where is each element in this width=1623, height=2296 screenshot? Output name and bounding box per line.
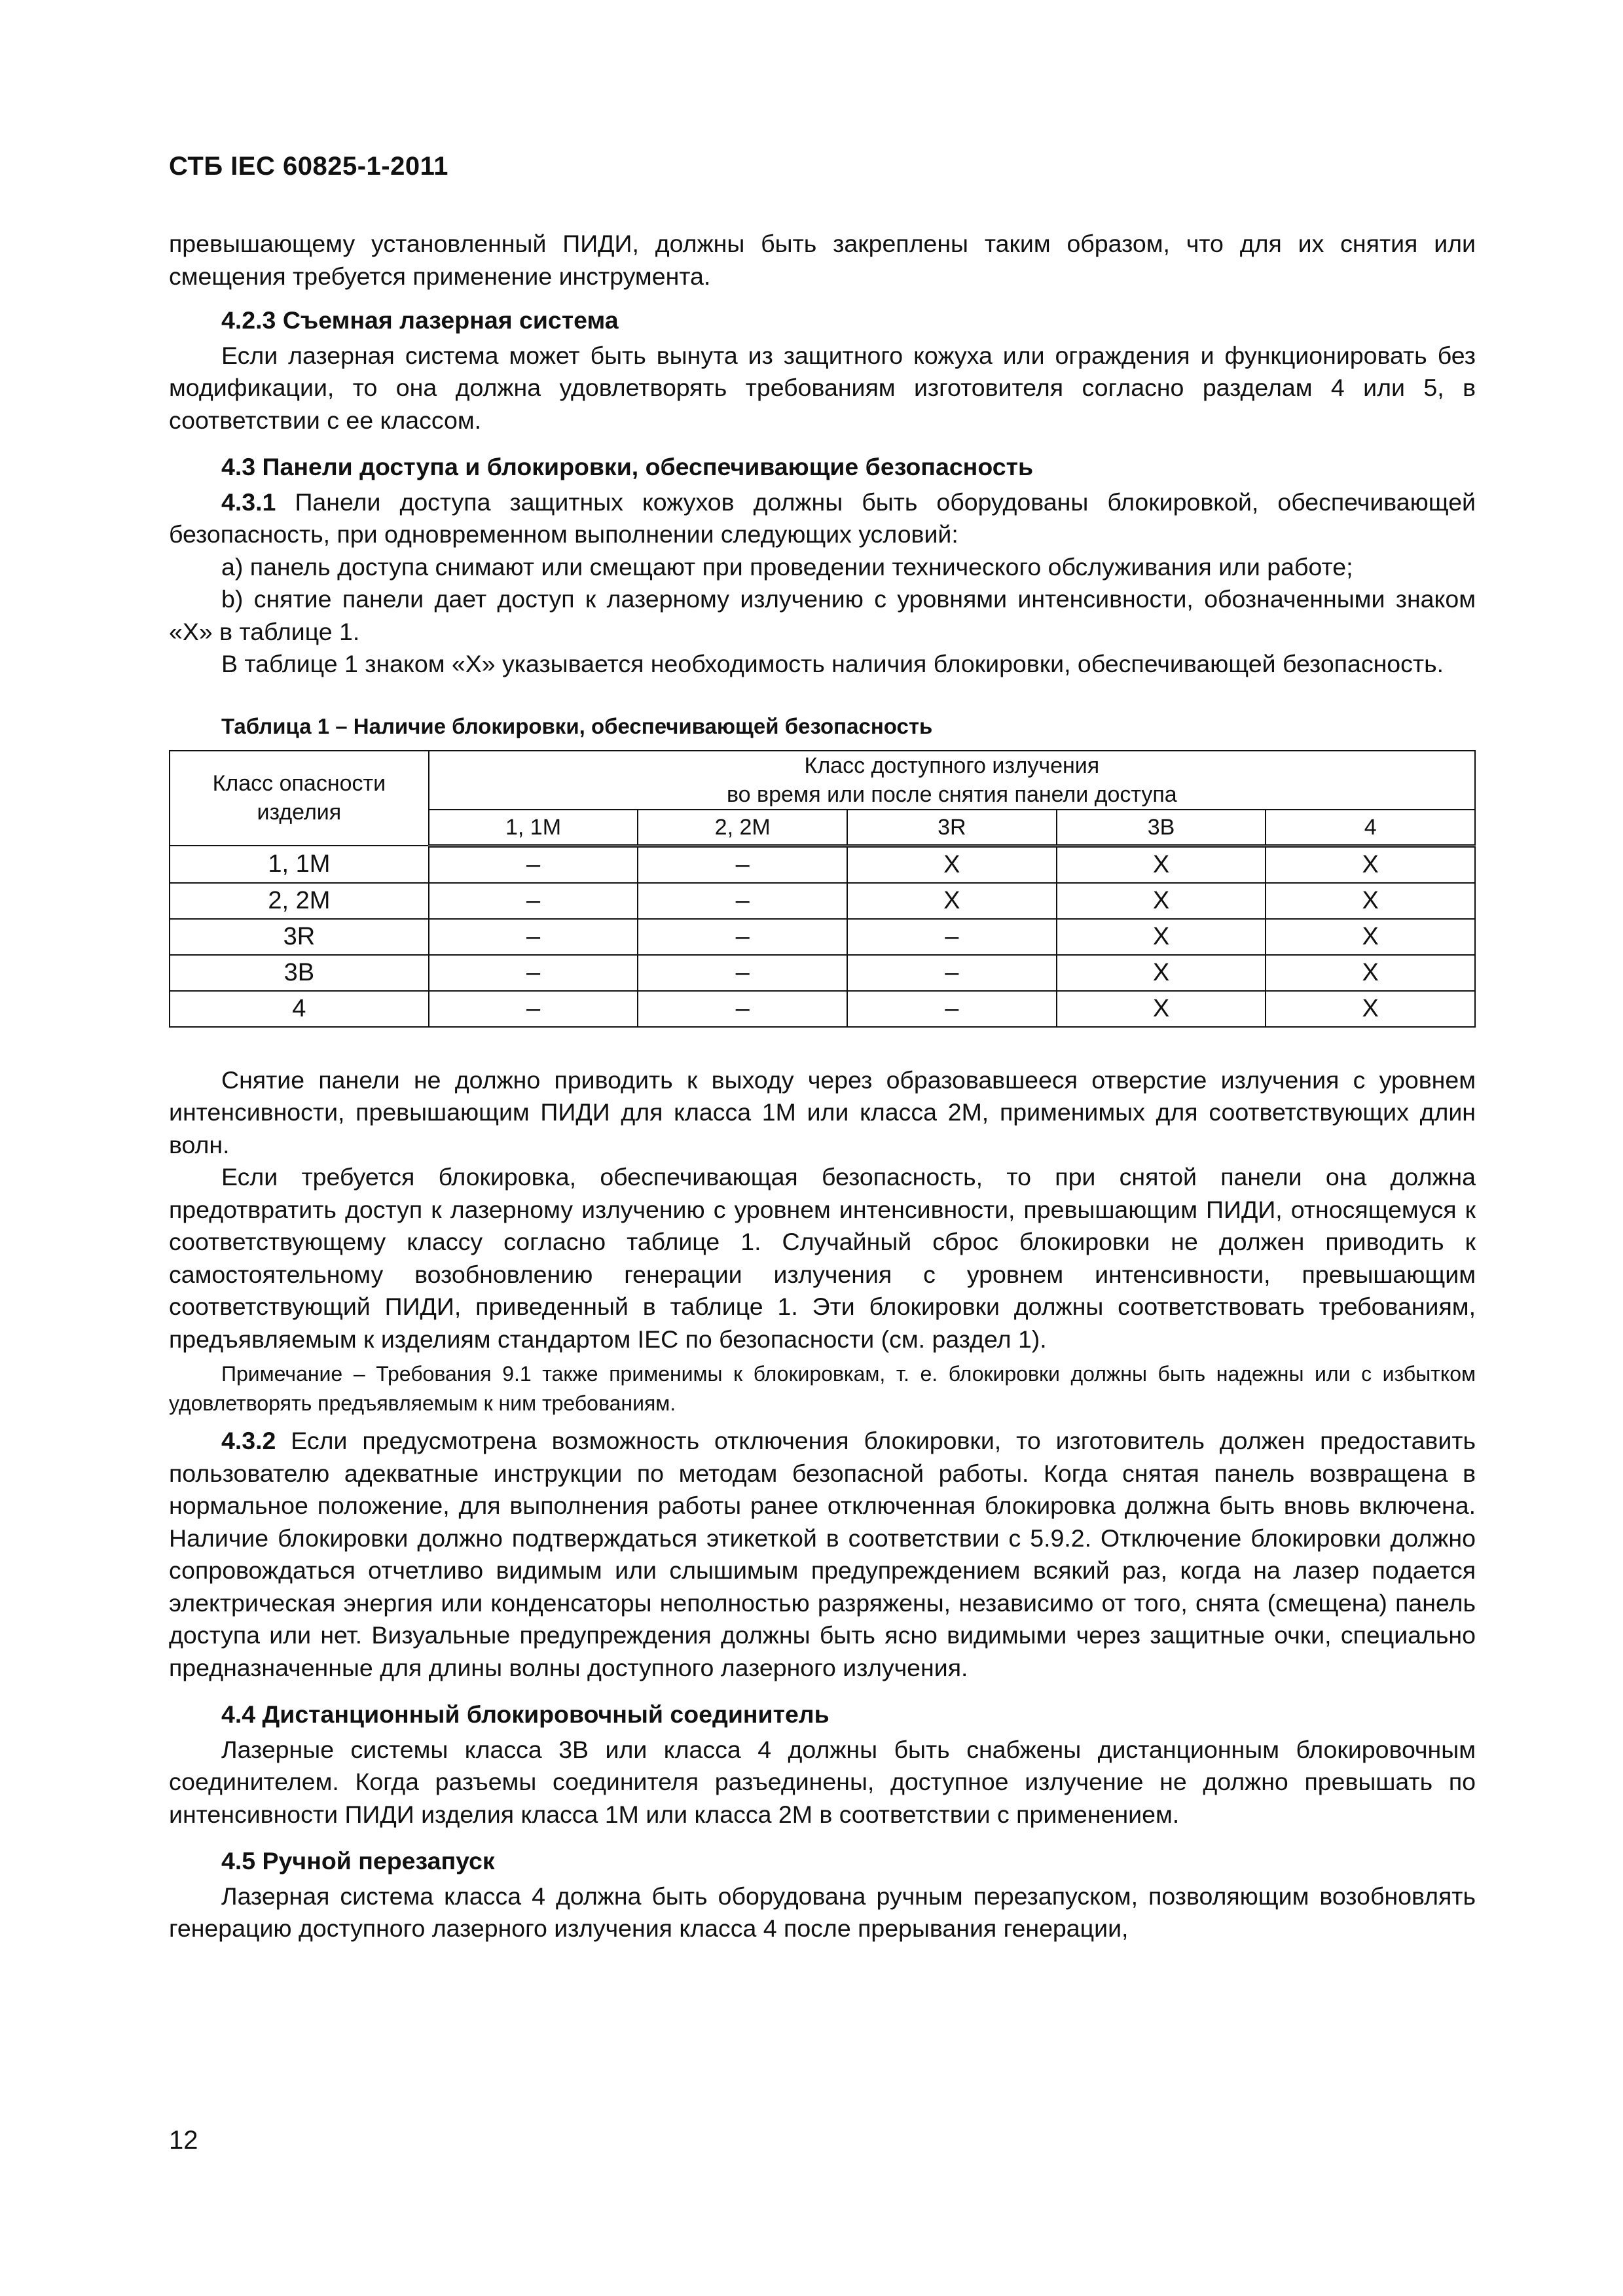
table-header-accessible-class-line1: Класс доступного излучения <box>804 753 1100 778</box>
table-header-accessible-class <box>429 751 1475 810</box>
table-col-header: 2, 2M <box>638 810 847 846</box>
table-cell: X <box>1266 919 1475 955</box>
table-row <box>170 919 1475 955</box>
table-col-header: 3R <box>847 810 1057 846</box>
table-cell: X <box>1266 846 1475 883</box>
table-row-class: 1, 1M <box>170 846 429 883</box>
paragraph-panel-removal: Снятие панели не должно приводить к выходу через образовавшееся отверстие излучения с уровнем интенсивности, превышающим ПИДИ для класса 1M или класса 2M, применимых для соответствующих длин волн. <box>169 1066 1476 1158</box>
table-col-header: 3B <box>1057 810 1266 846</box>
paragraph-table-reference: В таблице 1 знаком «X» указывается необходимость наличия блокировки, обеспечивающей безопасность. <box>221 650 1444 677</box>
table-cell: – <box>638 991 847 1027</box>
document-body <box>169 228 1476 1945</box>
paragraph-4-3-2 <box>169 1425 1476 1684</box>
paragraph-4-3-1 <box>169 486 1476 551</box>
paragraph-interlock-requirement: Если требуется блокировка, обеспечивающая безопасность, то при снятой панели она должна предотвратить доступ к лазерному излучению с уровнем интенсивности, превышающим ПИДИ, относящемуся к соответствующему классу согласно таблице 1. Случайный сброс блокировки не должен приводить к самостоятельному возобновлению генерации излучения с уровнем интенсивности, превышающим соответствующий ПИДИ, приведенный в таблице 1. Эти блокировки должны соответствовать требованиям, предъявляемым к изделиям стандартом IEC по безопасности (см. раздел 1). <box>169 1163 1476 1353</box>
table-row <box>170 883 1475 919</box>
table-row <box>170 991 1475 1027</box>
paragraph-4-3-1-text: Панели доступа защитных кожухов должны быть оборудованы блокировкой, обеспечивающей безопасность, при одновременном выполнении следующих условий: <box>169 488 1476 548</box>
table-cell: – <box>429 883 638 919</box>
table-cell: – <box>429 846 638 883</box>
table-cell: X <box>1057 846 1266 883</box>
table-row-class: 4 <box>170 991 429 1027</box>
paragraph-continuation: превышающему установленный ПИДИ, должны быть закреплены таким образом, что для их снятия или смещения требуется применение инструмента. <box>169 230 1476 290</box>
table-header-product-class: Класс опасности изделия <box>170 751 429 846</box>
clause-number-4-3-1: 4.3.1 <box>221 488 276 516</box>
table-cell: – <box>638 846 847 883</box>
document-header: СТБ IEC 60825-1-2011 <box>169 152 448 181</box>
table-cell: – <box>847 991 1057 1027</box>
note: Примечание – Требования 9.1 также применимы к блокировкам, т. е. блокировки должны быть надежны или с избытком удовлетворять предъявляемым к ним требованиям. <box>169 1362 1476 1415</box>
table-row <box>170 955 1475 991</box>
table-cell: X <box>847 846 1057 883</box>
table-cell: – <box>638 919 847 955</box>
table-cell: X <box>1057 919 1266 955</box>
table-header-accessible-class-line2: во время или после снятия панели доступа <box>726 781 1177 807</box>
section-4-5-title: 4.5 Ручной перезапуск <box>221 1847 495 1874</box>
table-cell: X <box>1266 883 1475 919</box>
page-number: 12 <box>169 2126 198 2155</box>
list-item-b: b) снятие панели дает доступ к лазерному излучению с уровнями интенсивности, обозначенными знаком «X» в таблице 1. <box>169 585 1476 645</box>
table-cell: X <box>1057 955 1266 991</box>
section-4-4-title: 4.4 Дистанционный блокировочный соединитель <box>221 1700 830 1728</box>
section-4-2-3-title: 4.2.3 Съемная лазерная система <box>221 306 619 334</box>
table-cell: – <box>638 883 847 919</box>
table-cell: X <box>847 883 1057 919</box>
table-row-class: 3R <box>170 919 429 955</box>
table-cell: X <box>1266 955 1475 991</box>
table-col-header: 4 <box>1266 810 1475 846</box>
table-row-class: 3B <box>170 955 429 991</box>
table-row-class: 2, 2M <box>170 883 429 919</box>
table-cell: X <box>1266 991 1475 1027</box>
table-cell: – <box>847 919 1057 955</box>
table-col-header: 1, 1M <box>429 810 638 846</box>
section-4-3-title: 4.3 Панели доступа и блокировки, обеспечивающие безопасность <box>221 453 1034 480</box>
table-cell: X <box>1057 991 1266 1027</box>
table-cell: X <box>1057 883 1266 919</box>
table-caption: Таблица 1 – Наличие блокировки, обеспечивающей безопасность <box>221 713 933 738</box>
table-cell: – <box>638 955 847 991</box>
paragraph-remote-interlock: Лазерные системы класса 3B или класса 4 должны быть снабжены дистанционным блокировочным соединителем. Когда разъемы соединителя разъединены, доступное излучение не должно превышать по интенсивности ПИДИ изделия класса 1M или класса 2M в соответствии с применением. <box>169 1735 1476 1828</box>
paragraph-manual-reset: Лазерная система класса 4 должна быть оборудована ручным перезапуском, позволяющим возобновлять генерацию доступного лазерного излучения класса 4 после прерывания генерации, <box>169 1882 1476 1942</box>
table-cell: – <box>429 919 638 955</box>
interlock-table <box>169 750 1476 1028</box>
clause-number-4-3-2: 4.3.2 <box>221 1427 276 1454</box>
paragraph-removable-laser-system: Если лазерная система может быть вынута из защитного кожуха или ограждения и функционировать без модификации, то она должна удовлетворять требованиям изготовителя согласно разделам 4 или 5, в соответствии с ее классом. <box>169 341 1476 434</box>
list-item-a: a) панель доступа снимают или смещают при проведении технического обслуживания или работе; <box>221 552 1353 581</box>
paragraph-4-3-2-text: Если предусмотрена возможность отключения блокировки, то изготовитель должен предоставить пользователю адекватные инструкции по методам безопасной работы. Когда снятая панель возвращена в нормальное положение, для выполнения работы ранее отключенная блокировка должна быть вновь включена. Наличие блокировки должно подтверждаться этикеткой в соответствии с 5.9.2. Отключение блокировки должно сопровождаться отчетливо видимым или слышимым предупреждением всякий раз, когда на лазер подается электрическая энергия или конденсаторы неполностью разряжены, независимо от того, снята (смещена) панель доступа или нет. Визуальные предупреждения должны быть ясно видимыми через защитные очки, специально предназначенные для длины волны доступного лазерного излучения. <box>169 1427 1476 1681</box>
table-cell: – <box>429 991 638 1027</box>
table-cell: – <box>847 955 1057 991</box>
table-cell: – <box>429 955 638 991</box>
table-row <box>170 846 1475 883</box>
